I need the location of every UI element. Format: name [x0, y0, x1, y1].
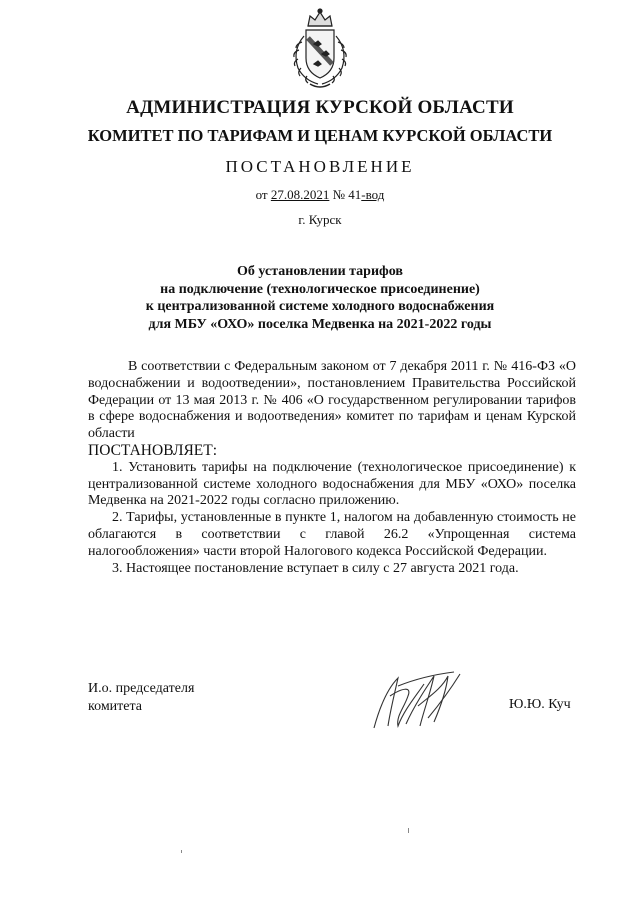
- scan-speck: [181, 850, 182, 853]
- date-line: [0, 187, 640, 203]
- handwritten-signature-icon: [368, 666, 468, 736]
- signer-name: Ю.Ю. Куч: [509, 697, 571, 712]
- kursk-coat-of-arms-icon: [284, 6, 356, 90]
- city: г. Курск: [298, 212, 342, 227]
- date-prefix: от: [255, 187, 268, 202]
- doc-date: 27.08.2021: [270, 187, 330, 202]
- committee-name: КОМИТЕТ ПО ТАРИФАМ И ЦЕНАМ КУРСКОЙ ОБЛАСТИ: [87, 126, 553, 145]
- item-3: 3. Настоящее постановление вступает в силу с 27 августа 2021 года.: [112, 560, 519, 576]
- title-line-1: Об установлении тарифов: [237, 264, 403, 279]
- item-1: 1. Установить тарифы на подключение (технологическое присоединение) к централизованной системе холодного водоснабжения для МБУ «ОХО» поселка Медвенка на 2021-2022 годы согласно приложению.: [88, 459, 576, 509]
- signer-position-line-1: И.о. председателя: [88, 681, 195, 696]
- doc-number: № 41: [332, 187, 362, 202]
- org-name: АДМИНИСТРАЦИЯ КУРСКОЙ ОБЛАСТИ: [126, 97, 514, 118]
- doc-title: [0, 263, 640, 333]
- signer-position-line-2: комитета: [88, 699, 143, 714]
- title-line-4: для МБУ «ОХО» поселка Медвенка на 2021-2022 годы: [148, 316, 492, 332]
- preamble: В соответствии с Федеральным законом от 7 декабря 2011 г. № 416-ФЗ «О водоснабжении и водоотведении», постановлением Правительства Российской Федерации от 13 мая 2013 г. № 406 «О государственном регулировании тарифов в сфере водоснабжения и водоотведения» комитет по тарифам и ценам Курской области: [88, 359, 576, 442]
- scan-speck: [408, 828, 409, 833]
- item-2: 2. Тарифы, установленные в пункте 1, налогом на добавленную стоимость не облагаются в соответствии с главой 26.2 «Упрощенная система налогообложения» части второй Налогового кодекса Российской Федерации.: [88, 510, 576, 559]
- title-line-2: на подключение (технологическое присоединение): [160, 281, 480, 297]
- title-line-3: к централизованной системе холодного водоснабжения: [145, 299, 495, 314]
- resolves: ПОСТАНОВЛЯЕТ:: [88, 441, 218, 459]
- doc-type: ПОСТАНОВЛЕНИЕ: [225, 157, 415, 176]
- doc-body: [88, 359, 576, 577]
- doc-number-suffix: -вод: [361, 187, 385, 202]
- signer-position: [88, 680, 194, 716]
